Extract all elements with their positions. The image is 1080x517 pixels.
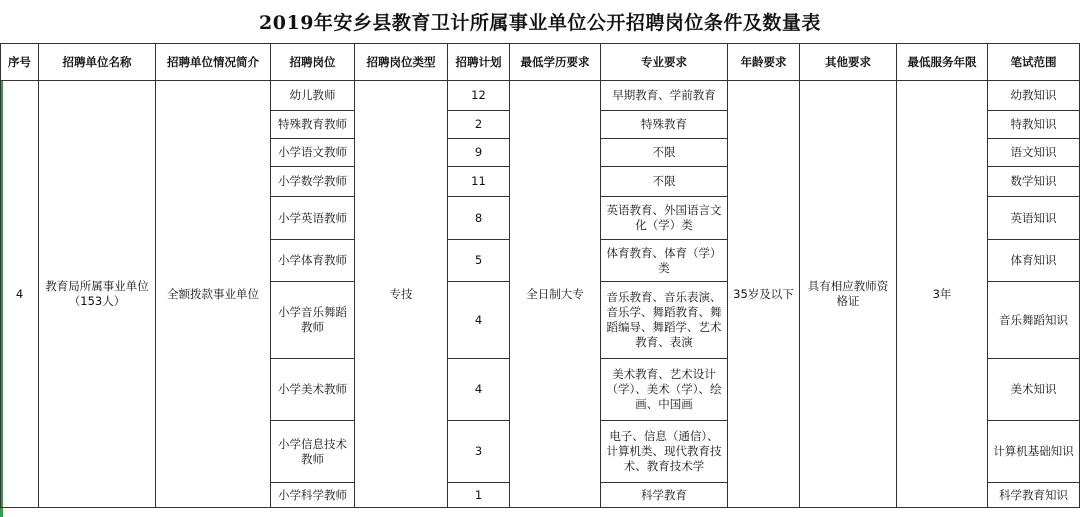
header-other: 其他要求: [800, 44, 897, 81]
header-education: 最低学历要求: [510, 44, 601, 81]
cell-plan[interactable]: 9: [448, 139, 510, 167]
cell-plan[interactable]: 2: [448, 111, 510, 139]
header-service-years: 最低服务年限: [897, 44, 988, 81]
cell-plan[interactable]: 8: [448, 197, 510, 240]
cell-major[interactable]: 体育教育、体育（学）类: [601, 240, 728, 282]
cell-exam[interactable]: 科学教育知识: [988, 483, 1080, 508]
cell-exam[interactable]: 体育知识: [988, 240, 1080, 282]
cell-major[interactable]: 不限: [601, 167, 728, 197]
header-exam: 笔试范围: [988, 44, 1080, 81]
cell-position[interactable]: 小学体育教师: [271, 240, 355, 282]
cell-exam[interactable]: 美术知识: [988, 359, 1080, 421]
cell-major[interactable]: 不限: [601, 139, 728, 167]
cell-unit-name[interactable]: 教育局所属事业单位（153人）: [39, 81, 156, 508]
cell-plan[interactable]: 5: [448, 240, 510, 282]
cell-unit-info[interactable]: 全额拨款事业单位: [156, 81, 271, 508]
cell-plan[interactable]: 11: [448, 167, 510, 197]
cell-major[interactable]: 美术教育、艺术设计（学）、美术（学）、绘画、中国画: [601, 359, 728, 421]
cell-plan[interactable]: 1: [448, 483, 510, 508]
header-row: [1, 44, 1080, 81]
cell-exam[interactable]: 数学知识: [988, 167, 1080, 197]
header-major: 专业要求: [601, 44, 728, 81]
cell-exam[interactable]: 音乐舞蹈知识: [988, 282, 1080, 359]
cell-seq[interactable]: 4: [1, 81, 39, 508]
cell-position[interactable]: 小学音乐舞蹈教师: [271, 282, 355, 359]
cell-position[interactable]: 小学科学教师: [271, 483, 355, 508]
cell-education[interactable]: 全日制大专: [510, 81, 601, 508]
cell-major[interactable]: 电子、信息（通信）、计算机类、现代教育技术、教育技术学: [601, 421, 728, 483]
cell-other[interactable]: 具有相应教师资格证: [800, 81, 897, 508]
cell-plan[interactable]: 12: [448, 81, 510, 111]
cell-position[interactable]: 小学英语教师: [271, 197, 355, 240]
cell-position[interactable]: 幼儿教师: [271, 81, 355, 111]
cell-exam[interactable]: 语文知识: [988, 139, 1080, 167]
cell-plan[interactable]: 4: [448, 359, 510, 421]
cell-position[interactable]: 小学语文教师: [271, 139, 355, 167]
header-unit-name: 招聘单位名称: [39, 44, 156, 81]
cell-exam[interactable]: 特教知识: [988, 111, 1080, 139]
cell-position[interactable]: 特殊教育教师: [271, 111, 355, 139]
cell-position[interactable]: 小学数学教师: [271, 167, 355, 197]
cell-exam[interactable]: 计算机基础知识: [988, 421, 1080, 483]
cell-exam[interactable]: 幼教知识: [988, 81, 1080, 111]
header-seq: 序号: [1, 44, 39, 81]
cell-age[interactable]: 35岁及以下: [728, 81, 800, 508]
cell-position-type[interactable]: 专技: [355, 81, 448, 508]
cell-exam[interactable]: 英语知识: [988, 197, 1080, 240]
cell-position[interactable]: 小学美术教师: [271, 359, 355, 421]
cell-plan[interactable]: 3: [448, 421, 510, 483]
cell-major[interactable]: 早期教育、学前教育: [601, 81, 728, 111]
header-plan: 招聘计划: [448, 44, 510, 81]
cell-plan[interactable]: 4: [448, 282, 510, 359]
cell-position[interactable]: 小学信息技术教师: [271, 421, 355, 483]
recruitment-table: [0, 43, 1080, 508]
header-position-type: 招聘岗位类型: [355, 44, 448, 81]
cell-major[interactable]: 科学教育: [601, 483, 728, 508]
cell-major[interactable]: 音乐教育、音乐表演、音乐学、舞蹈教育、舞蹈编导、舞蹈学、艺术教育、表演: [601, 282, 728, 359]
cell-major[interactable]: 英语教育、外国语言文化（学）类: [601, 197, 728, 240]
header-age: 年龄要求: [728, 44, 800, 81]
cell-service-years[interactable]: 3年: [897, 81, 988, 508]
page-title: 2019年安乡县教育卫计所属事业单位公开招聘岗位条件及数量表: [259, 12, 821, 34]
cell-major[interactable]: 特殊教育: [601, 111, 728, 139]
header-position: 招聘岗位: [271, 44, 355, 81]
header-unit-info: 招聘单位情况简介: [156, 44, 271, 81]
table-row: [1, 81, 1080, 111]
